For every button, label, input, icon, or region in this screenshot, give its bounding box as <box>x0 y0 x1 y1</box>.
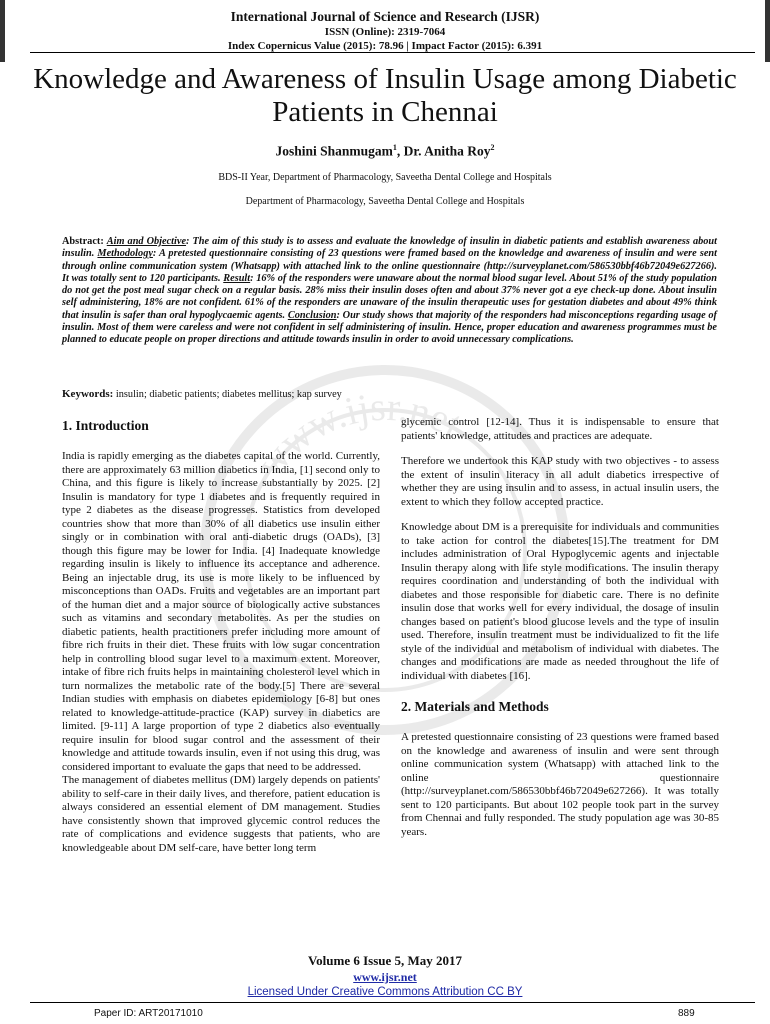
journal-issn: ISSN (Online): 2319-7064 <box>324 26 446 38</box>
intro-paragraph-5: Knowledge about DM is a prerequisite for individuals and communities to take action for control the diabetes[15].The treatment for DM includes administration of Oral Hypoglycemic agents and injectable Insulin therapy along with life style modifications. The insulin therapy requires coordination and understanding of both the individual with diabetes and those responsible for diabetic care. There is no definite insulin dose that works well for every individual, the dosage of insulin changes based on patient's blood glucose levels and the type of insulin used. Therefore, insulin treatment must be individualized to fit the life style of the individual and metabolism of individual with diabetes. The changes and modifications are made as needed throughout the life of individual with diabetes [16]. <box>401 521 719 682</box>
abstract-method-text: : A pretested questionnaire consisting of 23 questions were framed based on the knowledge and awareness of insulin and were sent through online communication system (Whatsapp) with attached link to the online questionnaire (http://surveyplanet.com/586530bbf46b72049e627266). It was totally sent to 120 participants. <box>62 248 717 284</box>
author-separator: , <box>396 143 404 159</box>
abstract-method-label: Methodology <box>97 248 153 260</box>
keywords <box>62 388 717 400</box>
intro-paragraph-3: glycemic control [12-14]. Thus it is indispensable to ensure that patients' knowledge, attitudes and practices are adequate. <box>401 416 719 442</box>
intro-paragraph-2: The management of diabetes mellitus (DM) largely depends on patients' ability to self-care in their daily lives, and therefore, patient education is always considered an essential element of DM management. Studies have consistently shown that improved glycemic control reduces the rate of complications and evidence suggests that patients, who are knowledgeable about DM self-care, have better long term <box>62 774 380 854</box>
paper-title: Knowledge and Awareness of Insulin Usage among Diabetic Patients in Chennai <box>33 63 737 128</box>
affiliation-1: BDS-II Year, Department of Pharmacology, Saveetha Dental College and Hospitals <box>218 172 552 183</box>
journal-header <box>0 8 770 53</box>
journal-name: International Journal of Science and Research (IJSR) <box>230 9 540 24</box>
introduction-heading: 1. Introduction <box>62 418 149 433</box>
footer-journal-link[interactable]: www.ijsr.net <box>353 970 417 984</box>
paper-id: Paper ID: ART20171010 <box>94 1008 203 1019</box>
author-2-affiliation-mark: 2 <box>490 143 495 152</box>
footer-volume: Volume 6 Issue 5, May 2017 <box>307 953 463 968</box>
author-line <box>0 143 770 160</box>
page-number: 889 <box>678 1008 695 1019</box>
methods-heading: 2. Materials and Methods <box>401 699 549 714</box>
abstract-label: Abstract: <box>62 236 104 247</box>
author-1: Joshini Shanmugam <box>275 143 393 159</box>
intro-paragraph-1: India is rapidly emerging as the diabetes capital of the world. Currently, there are approximately 63 million diabetics in India, [1] second only to China, and this figure is likely to increase substantially by 2025. [2] Insulin is mandatory for type 1 diabetes and is frequently required in type 2 diabetes as the disease progresses. Statistics from developed countries show that more than 30% of all diabetics use insulin either singly or in combination with oral anti-diabetic drugs (OADs), [3] though this figure may be lower for India. [4] Inadequate knowledge regarding insulin is likely to influence its acceptance and adherence. Being an injectable drug, its use is more likely to be influenced by misconceptions than OADs. Fruits and vegetables are an important part of the human diet and a major source of biologically active substances such as vitamins and secondary metabolites. As per the studies on diabetic patients, health practitioners prefer including more amount of fibre rich fruits in their diet. These fruits with low sugar concentration help in controlling blood sugar level to a maximum extent. Moreover, intake of fibre rich fruits helps in maintaining cholesterol level which in turn normalizes the metabolic rate of the body.[5] There are several Indian studies with emphasis on diabetes epidemiology [6-8] but ones related to knowledge-attitude-practice (KAP) survey in diabetics are limited. [9-11] A large proportion of type 2 diabetics also eventually require insulin for blood sugar control and the assessment of their knowledge and attitude towards insulin, even if not using this drug, was considered important to evaluate the gaps that need to be addressed. <box>62 450 380 773</box>
abstract-result-text: : 16% of the responders were unaware about the normal blood sugar level. About 51% of the study population do not get the post meal sugar check on a regular basis. 28% miss their insulin doses often and about 37% never got a eye check-up done. About insulin self administering, 18% are not confident. 61% of the responders are unaware of the insulin therapeutic uses for gestation diabetes and about 49% think that insulin is safer than oral hypoglycaemic agents. <box>62 272 717 321</box>
footer-license-link[interactable]: Licensed Under Creative Commons Attribution CC BY <box>247 986 523 998</box>
journal-index: Index Copernicus Value (2015): 78.96 | Impact Factor (2015): 6.391 <box>227 40 543 52</box>
left-column <box>62 418 380 855</box>
footer-divider <box>30 1002 755 1003</box>
header-divider <box>30 52 755 53</box>
author-2: Dr. Anitha Roy <box>403 143 491 159</box>
abstract <box>62 236 717 347</box>
author-1-affiliation-mark: 1 <box>392 143 397 152</box>
keywords-text: insulin; diabetic patients; diabetes mellitus; kap survey <box>115 389 342 400</box>
affiliation-2: Department of Pharmacology, Saveetha Dental College and Hospitals <box>245 196 525 207</box>
abstract-conclusion-label: Conclusion <box>287 309 337 321</box>
abstract-aim-label: Aim and Objective <box>106 236 187 247</box>
abstract-aim-text: : The aim of this study is to assess and evaluate the knowledge of insulin in diabetic patients and establish awareness about insulin. <box>62 236 717 260</box>
keywords-label: Keywords: <box>62 388 114 400</box>
abstract-result-label: Result <box>223 272 251 284</box>
right-column <box>401 416 719 839</box>
watermark-text: www.ijsr.net <box>246 383 471 486</box>
intro-paragraph-4: Therefore we undertook this KAP study with two objectives - to assess the extent of insulin literacy in all adult diabetics irrespective of whether they are using insulin and to assess, in actual insulin users, the extent to which they follow accepted practice. <box>401 455 719 508</box>
methods-paragraph-1: A pretested questionnaire consisting of 23 questions were framed based on the knowledge and awareness of insulin and were sent through online communication system (Whatsapp) with attached link to the online questionnaire (http://surveyplanet.com/586530bbf46b72049e627266). It was totally sent to 120 participants. But about 102 people took part in the survey from Chennai and fully responded. The study population age was 30-85 years. <box>401 731 719 838</box>
abstract-conclusion-text: : Our study shows that majority of the responders had misconceptions regarding usage of insulin. Most of them were careless and were not confident in self administering of insulin. Hence, proper education and awareness programmes must be planned to educate people on proper directions and attitude towards insulin in order to avoid unnecessary complications. <box>62 309 717 346</box>
